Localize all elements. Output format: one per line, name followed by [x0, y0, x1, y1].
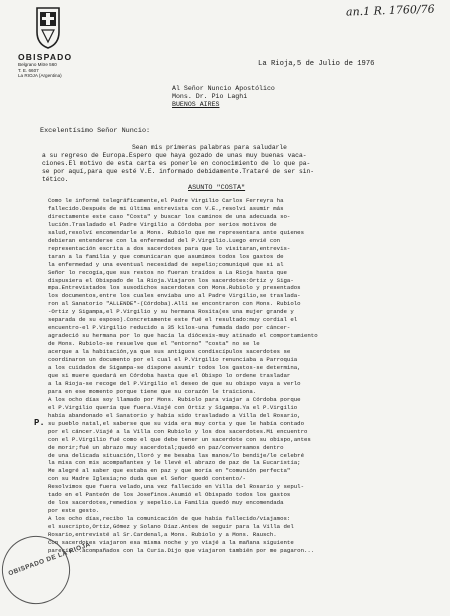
text-line: de una delicada situación,lloró y me besaba las manos/lo bendije/le celebré: [48, 451, 304, 459]
text-line: a su regreso de Europa.Espero que haya gozado de unas muy buenas vaca-: [42, 152, 307, 160]
text-line: acerque a la habitación,ya que sus antiguos condiscípulos sacerdotes se: [48, 348, 291, 356]
text-line: A los ocho días,recibo la comunicación de que había fallecido/viajamos:: [48, 515, 291, 523]
text-line: con el P.Virgilio fué como el que debe tener un sacerdote con su obispo,antes: [48, 435, 311, 443]
text-line: tado en el Panteón de los Josefinos.Asumió el Obispado todos los gastos: [48, 491, 291, 499]
text-line: -Ortiz y Sigampa,el P.Virgilio y su hermana Rosita(es una mujer grande y: [48, 308, 294, 316]
text-line: por el cáncer.Viajé a la Villa con Rubiolo y los dos sacerdotes.Mi encuentro: [48, 427, 308, 435]
text-line: tético.: [42, 176, 69, 184]
text-line: Resolvimos que fuera velado,una vez fallecido en Villa del Rosario y sepul-: [48, 483, 304, 491]
letter-body: [48, 197, 428, 555]
text-line: se por aquí,para que esté V.E. informado debidamente.Trataré de ser sin-: [42, 168, 315, 176]
margin-mark: P.: [34, 418, 45, 428]
text-line: para en ese momento porque tiene que su corazón le traiciona.: [48, 387, 257, 395]
text-line: agradeció su hermana por lo que hacía la diócesis-muy atinado el comportamiento: [48, 332, 318, 340]
text-line: los documentos,entre los cuales envíaba uno al Padre Virgilio,se traslada-: [48, 292, 301, 300]
text-line: ciones.El motivo de esta carta es ponerle en conocimiento de lo que pa-: [42, 160, 311, 168]
text-line: directamente este caso "Costa" y buscar los caminos de una adecuada so-: [48, 212, 291, 220]
text-line: salud,resolví encomendarle a Mons. Rubiolo que me representara ante quienes: [48, 228, 304, 236]
letterhead-title: OBISPADO: [18, 52, 73, 62]
text-line: de Mons. Rubiolo-se resuelve que el "entorno" "costa" no se le: [48, 340, 260, 348]
text-line: encuentro-el P.Virgilio reducido a 35 kilos-una fumada dado por cáncer-: [48, 324, 291, 332]
addressee-line: Al Señor Nuncio Apostólico: [172, 85, 275, 92]
letterhead: [18, 52, 88, 79]
text-line: su pueblo natal,el saberse que su vida era muy corta y que le había contado: [48, 419, 304, 427]
text-line: que si muere quedará en Córdoba hasta que el Obispo lo ordene trasladar: [48, 371, 291, 379]
text-line: Sean mis primeras palabras para saludarle: [132, 144, 287, 151]
intro-paragraph: [42, 144, 427, 184]
subject-heading: ASUNTO "COSTA": [188, 184, 246, 192]
text-line: a los cuidados de Sigampa-se dispone asumir todos los gastos-se determina,: [48, 364, 301, 372]
date-line: La Rioja,5 de Julio de 1976: [258, 60, 375, 68]
text-line: representación escrita a dos sacerdotes para que lo visitaran,entrevis-: [48, 244, 291, 252]
salutation: Excelentísimo Señor Nuncio:: [40, 127, 151, 135]
text-line: de morir;fué un abrazo muy sacerdotal;quedó en paz/conversamos dentro: [48, 443, 284, 451]
text-line: el P.Virgilio quería que fuera.Viajé con Ortiz y Sigampa.Ya el P.Virgilio: [48, 403, 298, 411]
text-line: ron al Sanatorio "ALLENDE"-(Córdoba).Allí se encontraron con Mons. Rubiolo: [48, 300, 301, 308]
text-line: Como le informé telegráficamente,el Padre Virgilio Carlos Ferreyra ha: [48, 197, 284, 204]
text-line: a la Rioja-se recoge del P.Virgilio el deseo de que su obispo vaya a verlo: [48, 379, 301, 387]
seal-text: OBISPADO DE LA RIOJA: [7, 541, 92, 578]
text-line: había abandonado el Sanatorio y había sido trasladado a Villa del Rosario,: [48, 411, 301, 419]
addressee-line: BUENOS AIRES: [172, 101, 220, 109]
text-line: taran a la familia y que comunicaran que asumimos todos los gastos de: [48, 252, 284, 260]
letterhead-address: Belgrano Mitre 560: [18, 62, 57, 67]
text-line: Rosario,entrevisté al Sr.Cardenal,a Mons. Rubiolo y a Mons. Rausch.: [48, 531, 277, 539]
text-line: coordinaron un documento por el cual el P.Virgilio renunciaba a Parroquia: [48, 356, 298, 364]
letterhead-city: La RIOJA (Argentina): [18, 73, 62, 79]
addressee-block: [172, 85, 275, 110]
text-line: fallecido.Después de mi última entrevista con V.E.,resolví asumir más: [48, 204, 284, 212]
text-line: separada de su esposo).Concretamente este fué el resultado:muy cordial el: [48, 316, 298, 324]
text-line: la misa con mis acompañantes y le llevé el abrazo de paz de la Eucaristía;: [48, 459, 301, 467]
text-line: Señor lo recogía,que sus restos no fueran traídos a La Rioja hasta que: [48, 268, 287, 276]
handwritten-reference: an.1 R. 1760/76: [345, 2, 435, 19]
text-line: mpa.Entrevistados los susodichos sacerdotes con Mons.Rubiolo y presentados: [48, 284, 301, 292]
diocese-emblem-icon: [34, 6, 62, 50]
text-line: el suscripto,Ortiz,Gómez y Solano Díaz.Antes de seguir para la Villa del: [48, 523, 294, 531]
text-line: con su Madre Iglesia;no duda que el Señor quedó contento/-: [48, 475, 246, 483]
text-line: por este gesto.: [48, 507, 100, 515]
text-line: Me alegré al saber que estaba en paz y que moría en "comunión perfecta": [48, 467, 291, 475]
text-line: dispusiera el Obispado de la Rioja.Viajaron los sacerdotes:Ortiz y Siga-: [48, 276, 294, 284]
text-line: A los ocho días soy llamado por Mons. Rubiolo para viajar a Córdoba porque: [48, 395, 301, 403]
text-line: Con sacerdotes viajaron esa misma noche y yo viajé a la mañana siguiente: [48, 538, 294, 546]
letterhead-phone: T. E. 6607: [18, 67, 39, 73]
addressee-line: Mons. Dr. Pio Laghi: [172, 93, 248, 101]
text-line: parecía...acompañados con la Curia.Dijo que viajaron también por me pagaron...: [48, 546, 315, 554]
text-line: lución.Trasladado el Padre Virgilio a Córdoba por serios motivos de: [48, 220, 277, 228]
text-line: la enfermedad y una eventual necesidad de sepelio;comuniqué que si al: [48, 260, 284, 268]
text-line: debieran entenderse con la enfermedad del P.Virgilio.Luego envié con: [48, 236, 281, 244]
text-line: de los sacerdotes,remedios y sepelio.La Familia quedó muy encomendada: [48, 499, 284, 507]
